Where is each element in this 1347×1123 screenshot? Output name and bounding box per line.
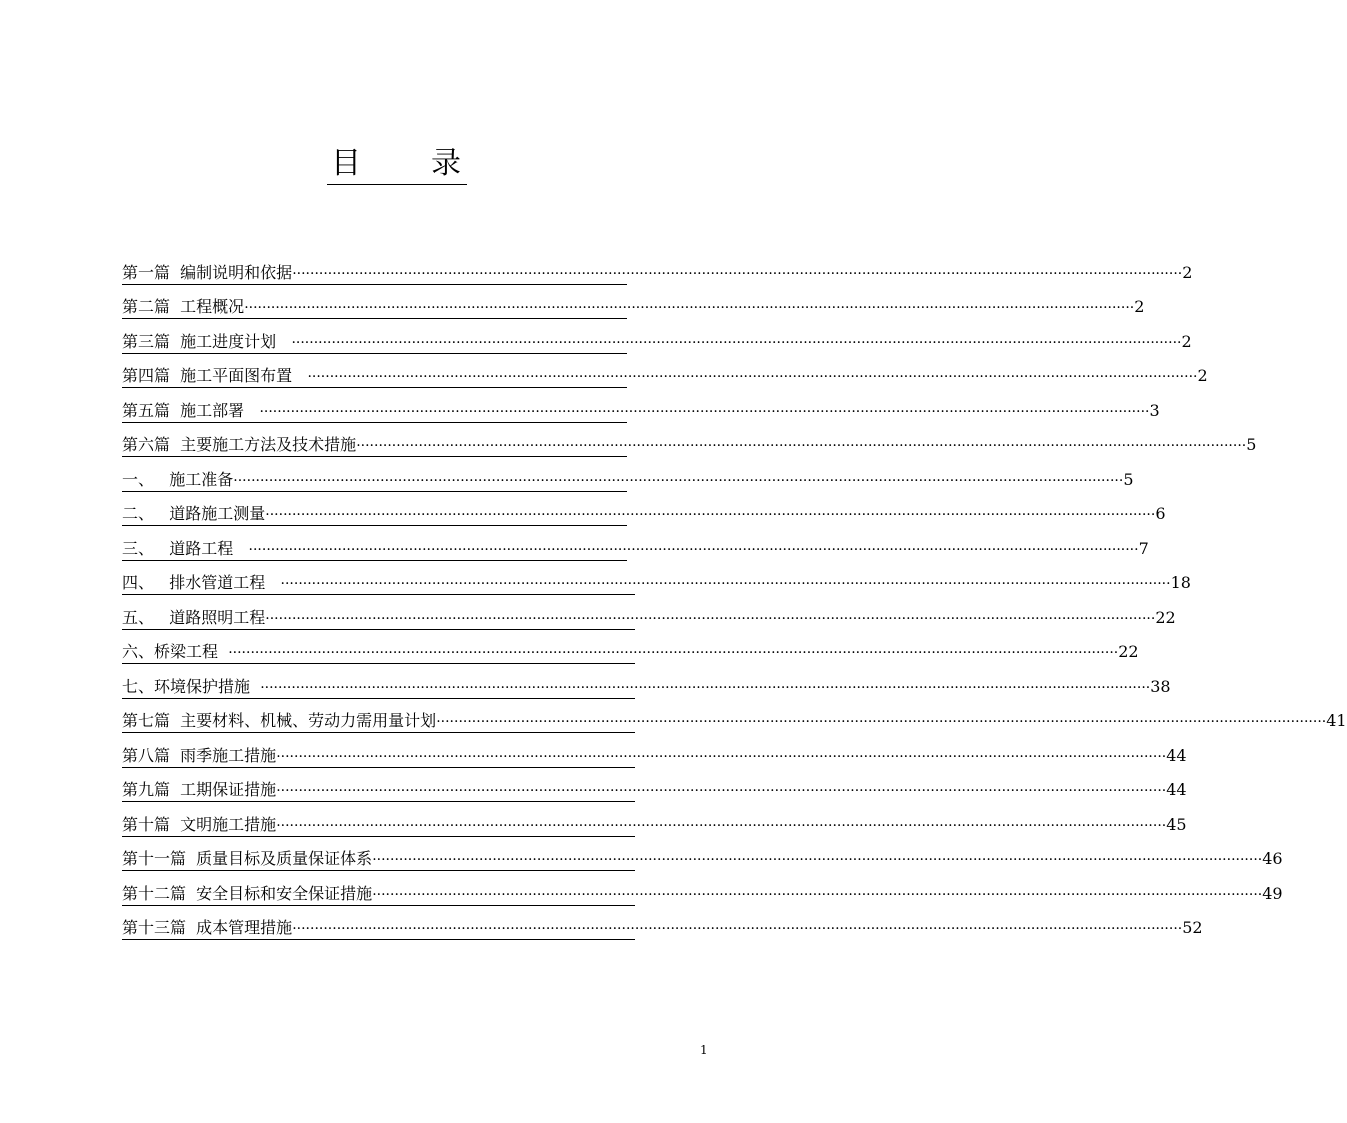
toc-dot-leader: ········································································································································································································ <box>280 576 1171 592</box>
toc-entry-line <box>122 814 1187 837</box>
toc-entry-label: 第四篇 施工平面图布置 <box>122 366 308 385</box>
toc-entry-line <box>122 607 1176 630</box>
toc-entry-line <box>122 262 1193 285</box>
toc-entry[interactable] <box>122 492 1166 527</box>
toc-dot-leader: ········································································································································································································ <box>372 852 1263 868</box>
toc-entry-label: 第五篇 施工部署 <box>122 400 260 420</box>
toc-entry[interactable] <box>122 906 1203 941</box>
toc-entry-label: 第十一篇 质量目标及质量保证体系 <box>122 849 373 868</box>
toc-dot-leader: ········································································································································································································ <box>248 541 1139 558</box>
toc-entry-label: 五、 道路照明工程 <box>122 607 266 627</box>
toc-dot-leader: ········································································································································································································ <box>356 438 1247 454</box>
toc-dot-leader: ········································································································································································································ <box>372 886 1263 903</box>
toc-entry-page: 5 <box>1246 435 1257 454</box>
toc-dot-leader: ········································································································································································································ <box>244 300 1135 316</box>
toc-entry-page: 41 <box>1326 711 1347 730</box>
toc-entry-page: 38 <box>1150 676 1171 696</box>
toc-entry-page: 2 <box>1197 366 1208 385</box>
toc-entry-label: 一、 施工准备 <box>122 469 234 489</box>
toc-dot-leader: ········································································································································································································ <box>436 714 1327 730</box>
toc-dot-leader: ········································································································································································································ <box>276 817 1167 834</box>
toc-entry-label: 四、 排水管道工程 <box>122 573 281 592</box>
toc-dot-leader: ········································································································································································································ <box>260 679 1151 696</box>
toc-dot-leader: ········································································································································································································ <box>228 645 1119 661</box>
toc-entry[interactable] <box>122 561 1191 596</box>
toc-entry-line <box>122 469 1134 492</box>
toc-entry[interactable] <box>122 664 1171 699</box>
toc-entry-line <box>122 849 1283 871</box>
toc-entry-line <box>122 642 1139 664</box>
toc-entry-line <box>122 331 1192 354</box>
toc-entry-label: 第八篇 雨季施工措施 <box>122 745 277 765</box>
toc-entry-label: 六、桥梁工程 <box>122 642 229 661</box>
toc-dot-leader: ········································································································································································································ <box>265 610 1156 627</box>
toc-entry-page: 45 <box>1166 814 1187 834</box>
toc-entry[interactable] <box>122 630 1139 665</box>
toc-entry[interactable] <box>122 423 1257 458</box>
toc-entry[interactable] <box>122 733 1187 768</box>
toc-dot-leader: ········································································································································································································ <box>307 369 1198 385</box>
toc-dot-leader: ········································································································································································································ <box>233 472 1124 489</box>
toc-entry[interactable] <box>122 250 1193 285</box>
toc-entry-line <box>122 366 1208 388</box>
toc-entry-label: 第十三篇 成本管理措施 <box>122 918 293 937</box>
toc-entry-page: 2 <box>1181 331 1192 351</box>
toc-entry-line <box>122 538 1149 561</box>
toc-dot-leader: ········································································································································································································ <box>291 334 1182 351</box>
toc-dot-leader: ········································································································································································································ <box>276 748 1167 765</box>
toc-entry-page: 2 <box>1134 297 1145 316</box>
toc-entry-line <box>122 883 1283 906</box>
toc-entry-page: 6 <box>1155 504 1166 523</box>
page-number: 1 <box>700 1043 708 1057</box>
toc-entry[interactable] <box>122 802 1187 837</box>
toc-entry-label: 第三篇 施工进度计划 <box>122 331 292 351</box>
toc-title-char-1: 目 <box>331 146 361 181</box>
toc-entry-page: 52 <box>1182 918 1203 937</box>
toc-entry-page: 2 <box>1182 262 1193 282</box>
toc-entry-line <box>122 676 1171 699</box>
toc-entry-page: 44 <box>1166 780 1187 799</box>
toc-entry-label: 第六篇 主要施工方法及技术措施 <box>122 435 357 454</box>
toc-entry-page: 49 <box>1262 883 1283 903</box>
toc-entry[interactable] <box>122 457 1134 492</box>
toc-entry[interactable] <box>122 388 1160 423</box>
toc-dot-leader: ········································································································································································································ <box>265 507 1156 523</box>
toc-entry-page: 7 <box>1138 538 1149 558</box>
toc-entry-label: 第九篇 工期保证措施 <box>122 780 277 799</box>
toc-entry-label: 第七篇 主要材料、机械、劳动力需用量计划 <box>122 711 437 730</box>
toc-dot-leader: ········································································································································································································ <box>292 921 1183 937</box>
toc-entry[interactable] <box>122 837 1283 872</box>
toc-entry-label: 第十篇 文明施工措施 <box>122 814 277 834</box>
toc-title-char-2: 录 <box>431 146 461 181</box>
toc-entry[interactable] <box>122 354 1208 389</box>
toc-entry-page: 46 <box>1262 849 1283 868</box>
toc-entry-line <box>122 435 1257 457</box>
toc-entry[interactable] <box>122 595 1176 630</box>
toc-title <box>327 146 467 185</box>
toc-entry[interactable] <box>122 699 1347 734</box>
toc-entry-page: 22 <box>1118 642 1139 661</box>
toc-entry-page: 18 <box>1170 573 1191 592</box>
toc-entry-label: 二、 道路施工测量 <box>122 504 266 523</box>
toc-entry-line <box>122 297 1145 319</box>
toc-dot-leader: ········································································································································································································ <box>259 403 1150 420</box>
toc-entry-label: 第一篇 编制说明和依据 <box>122 262 293 282</box>
toc-entry-label: 第二篇 工程概况 <box>122 297 245 316</box>
toc-entry-page: 5 <box>1123 469 1134 489</box>
toc-entry-page: 44 <box>1166 745 1187 765</box>
toc-entry[interactable] <box>122 526 1149 561</box>
toc-entry-page: 3 <box>1149 400 1160 420</box>
toc-dot-leader: ········································································································································································································ <box>292 265 1183 282</box>
toc-entry-line <box>122 504 1166 526</box>
toc-entry-line <box>122 573 1191 595</box>
table-of-contents <box>122 250 1347 940</box>
toc-entry-line <box>122 780 1187 802</box>
toc-entry-page: 22 <box>1155 607 1176 627</box>
toc-entry-line <box>122 745 1187 768</box>
toc-entry[interactable] <box>122 319 1192 354</box>
toc-entry[interactable] <box>122 285 1145 320</box>
toc-entry-label: 三、 道路工程 <box>122 538 249 558</box>
toc-entry[interactable] <box>122 768 1187 803</box>
toc-entry-line <box>122 918 1203 940</box>
toc-entry-line <box>122 711 1347 733</box>
toc-entry-label: 七、环境保护措施 <box>122 676 261 696</box>
toc-entry-line <box>122 400 1160 423</box>
toc-entry-label: 第十二篇 安全目标和安全保证措施 <box>122 883 373 903</box>
toc-entry[interactable] <box>122 871 1283 906</box>
toc-dot-leader: ········································································································································································································ <box>276 783 1167 799</box>
